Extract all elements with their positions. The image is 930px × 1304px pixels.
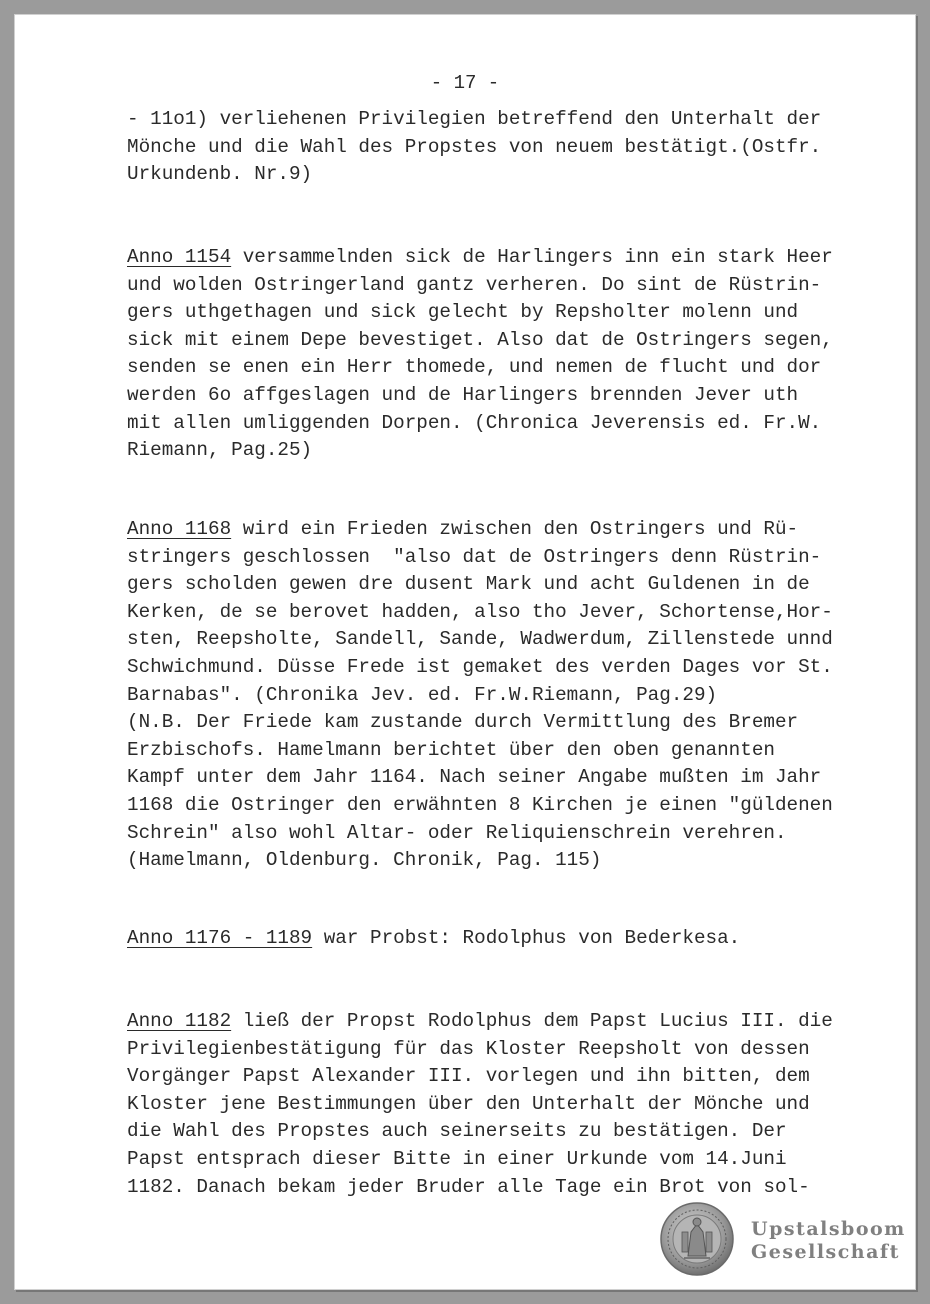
text-line: (N.B. Der Friede kam zustande durch Vermittlung des Bremer	[127, 711, 799, 734]
text-line: werden 6o affgeslagen und de Harlingers brennden Jever uth	[127, 383, 799, 406]
text-line: Schrein" also wohl Altar- oder Reliquienschrein verehren.	[127, 821, 787, 844]
text-line: Schwichmund. Düsse Frede ist gemaket des verden Dages vor St.	[127, 655, 833, 678]
text-fragment: ließ der Propst Rodolphus dem Papst Lucius III. die	[231, 1010, 833, 1032]
society-name-line1: Upstalsboom	[751, 1218, 906, 1240]
text-line: Kampf unter dem Jahr 1164. Nach seiner Angabe mußten im Jahr	[127, 766, 822, 789]
text-line: Papst entsprach dieser Bitte in einer Urkunde vom 14.Juni	[127, 1147, 787, 1170]
entry-year-heading: Anno 1154	[127, 246, 232, 268]
paragraph-anno-1168	[127, 516, 833, 875]
text-line	[127, 516, 827, 544]
text-line: Vorgänger Papst Alexander III. vorlegen und ihn bitten, dem	[127, 1065, 810, 1088]
text-line: Mönche und die Wahl des Propstes von neuem bestätigt.(Ostfr.	[127, 135, 822, 158]
seal-icon	[660, 1202, 734, 1276]
text-line: senden se enen ein Herr thomede, und nemen de flucht und dor	[127, 356, 822, 379]
text-line: gers uthgethagen und sick gelecht by Repsholter molenn und	[127, 301, 799, 324]
entry-year-heading: Anno 1168	[127, 518, 232, 540]
text-line: und wolden Ostringerland gantz verheren. Do sint de Rüstrin-	[127, 273, 822, 296]
document-page	[14, 14, 916, 1290]
page-number: - 17 -	[430, 72, 500, 94]
text-line: Barnabas". (Chronika Jev. ed. Fr.W.Riemann, Pag.29)	[127, 683, 718, 706]
text-line: - 11o1) verliehenen Privilegien betreffend den Unterhalt der	[127, 108, 822, 130]
text-line: (Hamelmann, Oldenburg. Chronik, Pag. 115)	[127, 849, 602, 872]
society-logo-text	[751, 1218, 906, 1264]
text-line	[127, 244, 833, 272]
text-line: stringers geschlossen "also dat de Ostringers denn Rüstrin-	[127, 545, 822, 568]
text-line: Kloster jene Bestimmungen über den Unterhalt der Mönche und	[127, 1092, 810, 1115]
paragraph-anno-1154	[127, 244, 833, 465]
entry-year-heading: Anno 1182	[127, 1010, 232, 1032]
paragraph-anno-1176	[127, 925, 827, 953]
entry-year-heading: Anno 1176 - 1189	[127, 927, 313, 949]
text-line: Privilegienbestätigung für das Kloster Reepsholt von dessen	[127, 1037, 810, 1060]
text-line: die Wahl des Propstes auch seinerseits zu bestätigen. Der	[127, 1120, 787, 1143]
text-line: sick mit einem Depe bevestiget. Also dat de Ostringers segen,	[127, 328, 833, 351]
text-line: Kerken, de se berovet hadden, also tho Jever, Schortense,Hor-	[127, 600, 833, 623]
text-line: Erzbischofs. Hamelmann berichtet über den oben genannten	[127, 738, 775, 761]
text-fragment: war Probst: Rodolphus von Bederkesa.	[312, 927, 741, 949]
text-line: Riemann, Pag.25)	[127, 439, 313, 462]
paragraph-anno-1182	[127, 1008, 833, 1201]
text-fragment: wird ein Frieden zwischen den Ostringers und Rü-	[231, 518, 799, 540]
text-line	[127, 1008, 833, 1036]
text-fragment: versammelnden sick de Harlingers inn ein stark Heer	[231, 246, 833, 268]
text-line	[127, 925, 827, 953]
text-line: 1168 die Ostringer den erwähnten 8 Kirchen je einen "güldenen	[127, 793, 833, 816]
society-name-line2: Gesellschaft	[751, 1241, 900, 1263]
text-line: mit allen umliggenden Dorpen. (Chronica Jeverensis ed. Fr.W.	[127, 411, 822, 434]
text-line: gers scholden gewen dre dusent Mark und acht Guldenen in de	[127, 573, 810, 596]
paragraph-intro	[127, 106, 827, 189]
text-line: Urkundenb. Nr.9)	[127, 163, 313, 186]
text-line: 1182. Danach bekam jeder Bruder alle Tage ein Brot von sol-	[127, 1175, 810, 1198]
text-line: sten, Reepsholte, Sandell, Sande, Wadwerdum, Zillenstede unnd	[127, 628, 833, 651]
